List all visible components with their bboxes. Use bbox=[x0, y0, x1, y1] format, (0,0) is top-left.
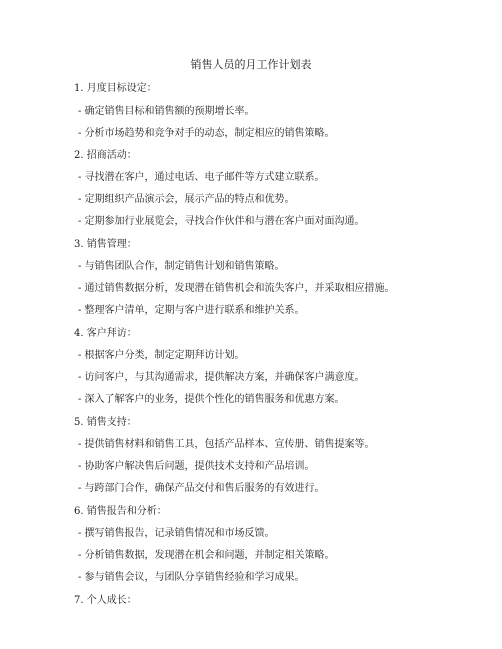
list-item: - 撰写销售报告，记录销售情况和市场反馈。 bbox=[78, 528, 275, 539]
list-item: - 定期参加行业展览会，寻找合作伙伴和与潜在客户面对面沟通。 bbox=[78, 216, 365, 227]
list-item: - 根据客户分类，制定定期拜访计划。 bbox=[78, 350, 245, 361]
list-item: - 提供销售材料和销售工具，包括产品样本、宣传册、销售提案等。 bbox=[78, 439, 375, 450]
section-heading: 6. 销售报告和分析： bbox=[74, 506, 167, 517]
list-item: - 与销售团队合作，制定销售计划和销售策略。 bbox=[78, 261, 285, 272]
list-item: - 确定销售目标和销售额的预期增长率。 bbox=[78, 106, 255, 117]
list-item: - 寻找潜在客户，通过电话、电子邮件等方式建立联系。 bbox=[78, 172, 325, 183]
list-item: - 与跨部门合作，确保产品交付和售后服务的有效进行。 bbox=[78, 483, 325, 494]
section-heading: 2. 招商活动： bbox=[74, 150, 137, 161]
section-heading: 4. 客户拜访： bbox=[74, 328, 137, 339]
section-heading: 3. 销售管理： bbox=[74, 239, 137, 250]
document-title: 销售人员的月工作计划表 bbox=[190, 58, 312, 71]
section-heading: 1. 月度目标设定： bbox=[74, 83, 157, 94]
section-heading: 7. 个人成长： bbox=[74, 595, 137, 606]
list-item: - 深入了解客户的业务，提供个性化的销售服务和优惠方案。 bbox=[78, 394, 345, 405]
list-item: - 分析销售数据，发现潜在机会和问题，并制定相关策略。 bbox=[78, 550, 335, 561]
list-item: - 参与销售会议，与团队分享销售经验和学习成果。 bbox=[78, 572, 305, 583]
list-item: - 通过销售数据分析，发现潜在销售机会和流失客户，并采取相应措施。 bbox=[78, 283, 395, 294]
list-item: - 整理客户清单，定期与客户进行联系和维护关系。 bbox=[78, 305, 305, 316]
list-item: - 定期组织产品演示会，展示产品的特点和优势。 bbox=[78, 194, 295, 205]
list-item: - 协助客户解决售后问题，提供技术支持和产品培训。 bbox=[78, 461, 315, 472]
list-item: - 分析市场趋势和竞争对手的动态，制定相应的销售策略。 bbox=[78, 128, 335, 139]
list-item: - 访问客户，与其沟通需求，提供解决方案，并确保客户满意度。 bbox=[78, 372, 365, 383]
section-heading: 5. 销售支持： bbox=[74, 417, 137, 428]
